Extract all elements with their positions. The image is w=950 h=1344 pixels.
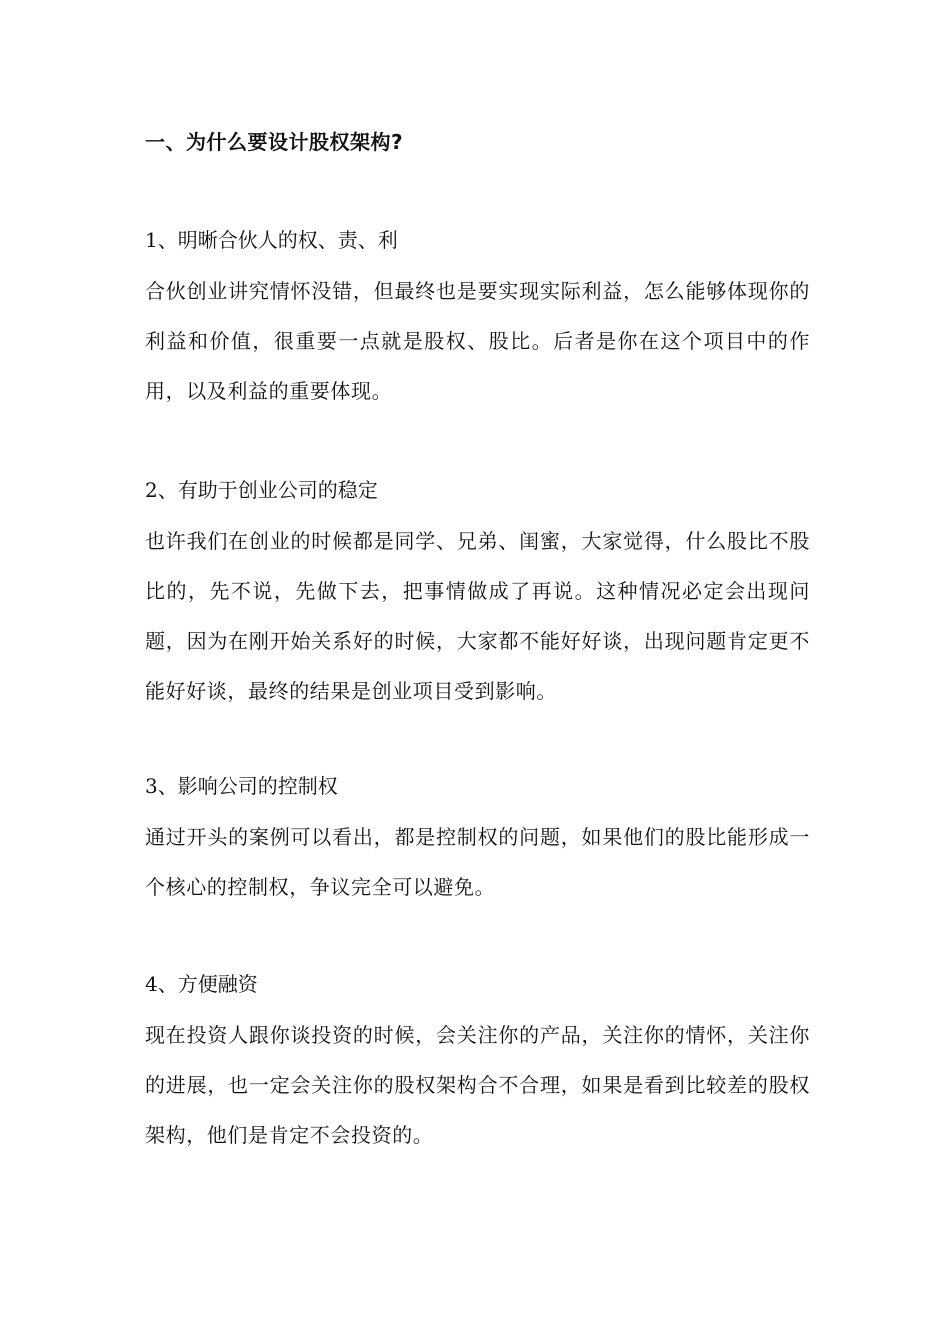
section-title: 3、影响公司的控制权	[145, 774, 338, 798]
section-1	[145, 227, 810, 416]
section-body: 通过开头的案例可以看出，都是控制权的问题，如果他们的股比能形成一个核心的控制权，争议完全可以避免。	[145, 825, 810, 899]
section-body: 也许我们在创业的时候都是同学、兄弟、闺蜜，大家觉得，什么股比不股比的，先不说，先做下去，把事情做成了再说。这种情况必定会出现问题，因为在刚开始关系好的时候，大家都不能好好谈，出现问题肯定更不能好好谈，最终的结果是创业项目受到影响。	[145, 529, 810, 703]
section-title: 1、明晰合伙人的权、责、利	[145, 228, 398, 252]
section-title: 4、方便融资	[145, 972, 258, 996]
page-title: 一、为什么要设计股权架构?	[145, 130, 404, 154]
section-4	[145, 971, 810, 1160]
section-body: 合伙创业讲究情怀没错，但最终也是要实现实际利益，怎么能够体现你的利益和价值，很重要一点就是股权、股比。后者是你在这个项目中的作用，以及利益的重要体现。	[145, 279, 810, 403]
section-body: 现在投资人跟你谈投资的时候，会关注你的产品，关注你的情怀，关注你的进展，也一定会关注你的股权架构合不合理，如果是看到比较差的股权架构，他们是肯定不会投资的。	[145, 1023, 810, 1147]
section-3	[145, 773, 810, 912]
section-title: 2、有助于创业公司的稳定	[145, 478, 378, 502]
section-2	[145, 477, 810, 716]
